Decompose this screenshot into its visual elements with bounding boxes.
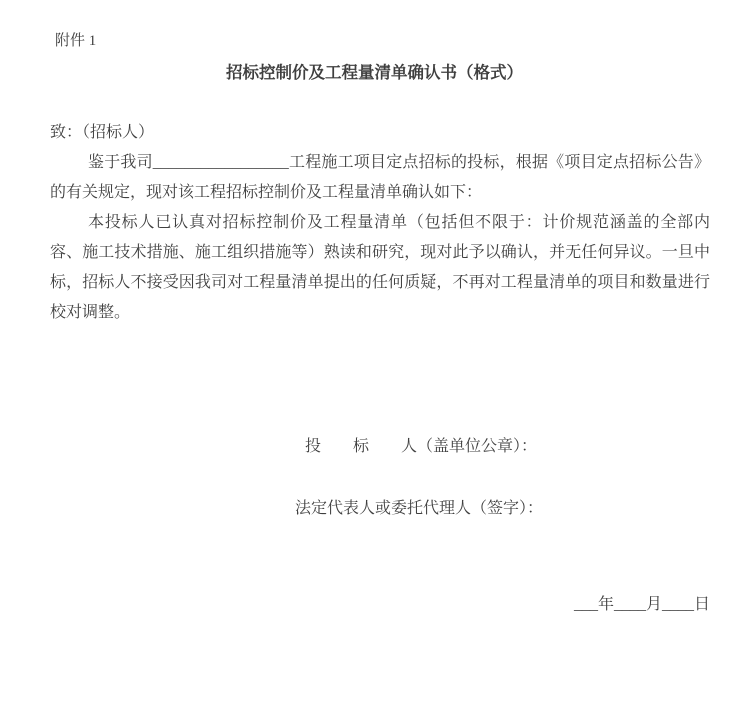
reference-suffix: 工程施工项目定点招标的投标，根据《项目定点招标公告》的有关规定，现对该工程招标控制价及工程量清单确认如下： (50, 154, 710, 201)
reference-prefix: 鉴于我司 (88, 154, 153, 171)
document-body (50, 118, 710, 328)
paragraph-confirmation: 本投标人已认真对招标控制价及工程量清单（包括但不限于：计价规范涵盖的全部内容、施工技术措施、施工组织措施等）熟读和研究，现对此予以确认，并无任何异议。一旦中标，招标人不接受因我司对工程量清单提出的任何质疑，不再对工程量清单的项目和数量进行校对调整。 (50, 214, 710, 321)
bidder-signature-line: 投 标 人（盖单位公章）： (305, 438, 538, 455)
company-name-blank: _________________ (152, 154, 289, 171)
document-title: 招标控制价及工程量清单确认书（格式） (226, 63, 523, 82)
attachment-label: 附件 1 (55, 33, 97, 49)
representative-signature-line: 法定代表人或委托代理人（签字）： (295, 500, 544, 517)
date-line: ___年____月____日 (573, 596, 710, 613)
paragraph-reference (50, 148, 710, 208)
salutation-line: 致：（招标人） (50, 124, 155, 141)
